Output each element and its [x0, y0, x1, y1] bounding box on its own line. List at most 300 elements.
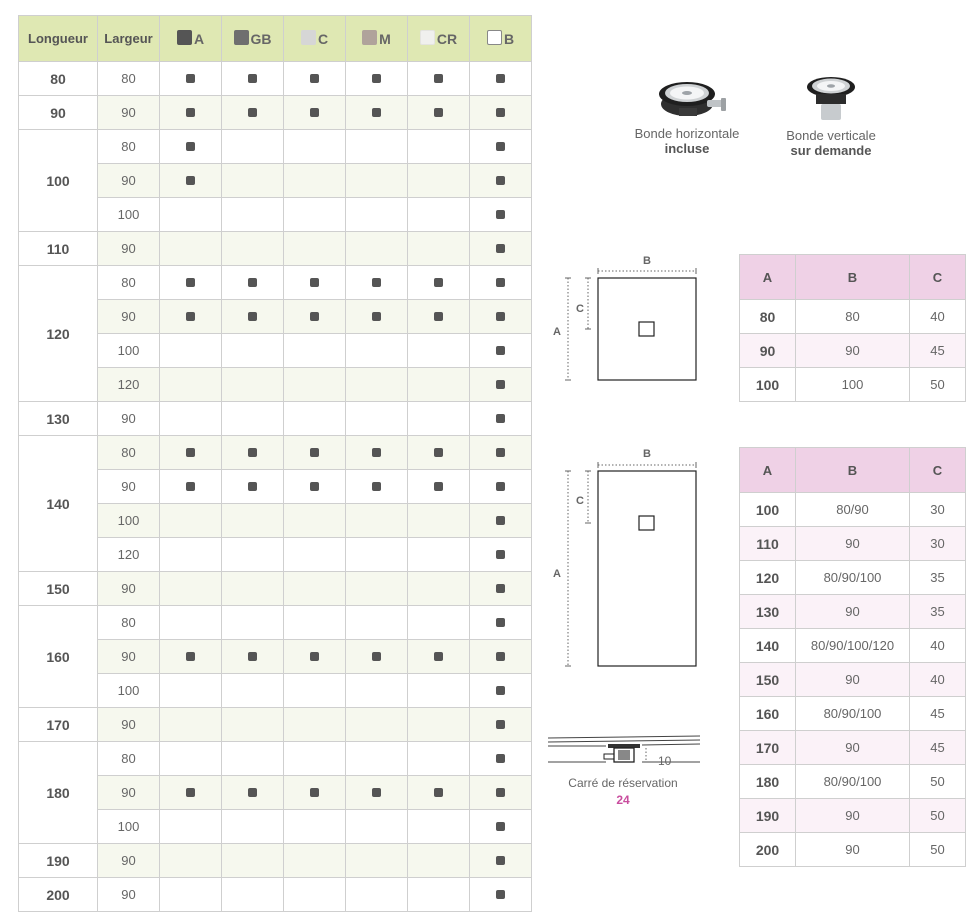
availability-cell: [222, 334, 284, 368]
dim-c-cell: 40: [910, 663, 966, 697]
available-marker-icon: [372, 448, 381, 457]
availability-cell: [222, 742, 284, 776]
dim-c-cell: 45: [910, 334, 966, 368]
available-marker-icon: [372, 482, 381, 491]
availability-cell: [160, 198, 222, 232]
availability-cell: [408, 232, 470, 266]
dim-a-cell: 110: [740, 527, 796, 561]
dimension-table-body: [740, 300, 966, 402]
available-marker-icon: [496, 754, 505, 763]
availability-cell: [408, 300, 470, 334]
width-cell: 90: [98, 300, 160, 334]
available-marker-icon: [434, 788, 443, 797]
reservation-label: Carré de réservation: [568, 776, 678, 790]
availability-cell: [346, 708, 408, 742]
availability-cell: [284, 164, 346, 198]
color-swatch: [177, 30, 192, 45]
available-marker-icon: [372, 312, 381, 321]
availability-cell: [160, 844, 222, 878]
dim-b-cell: 90: [796, 731, 910, 765]
availability-cell: [222, 844, 284, 878]
availability-cell: [160, 300, 222, 334]
availability-cell: [222, 368, 284, 402]
availability-cell: [408, 538, 470, 572]
available-marker-icon: [496, 380, 505, 389]
dimension-row: [740, 561, 966, 595]
available-marker-icon: [248, 108, 257, 117]
table-row: [19, 742, 532, 776]
available-marker-icon: [496, 686, 505, 695]
available-marker-icon: [496, 142, 505, 151]
availability-cell: [346, 504, 408, 538]
width-cell: 80: [98, 62, 160, 96]
availability-cell: [470, 436, 532, 470]
available-marker-icon: [496, 652, 505, 661]
availability-cell: [408, 708, 470, 742]
availability-cell: [284, 130, 346, 164]
dim-c-cell: 45: [910, 697, 966, 731]
availability-cell: [284, 606, 346, 640]
availability-cell: [470, 776, 532, 810]
availability-cell: [470, 300, 532, 334]
availability-cell: [160, 62, 222, 96]
availability-cell: [408, 266, 470, 300]
color-label: A: [193, 31, 205, 47]
width-cell: 80: [98, 130, 160, 164]
available-marker-icon: [186, 448, 195, 457]
dimension-label-a: A: [553, 326, 561, 338]
availability-cell: [284, 844, 346, 878]
availability-cell: [284, 470, 346, 504]
availability-cell: [346, 844, 408, 878]
availability-cell: [470, 368, 532, 402]
availability-cell: [160, 266, 222, 300]
availability-cell: [284, 538, 346, 572]
available-marker-icon: [248, 74, 257, 83]
width-cell: 90: [98, 572, 160, 606]
availability-cell: [346, 436, 408, 470]
dimension-label-c: C: [576, 303, 584, 315]
width-cell: 120: [98, 368, 160, 402]
rectangular-tray-diagram: [548, 446, 708, 671]
dim-b-cell: 80/90/100: [796, 697, 910, 731]
table-row: [19, 606, 532, 640]
availability-cell: [160, 164, 222, 198]
availability-cell: [284, 878, 346, 912]
available-marker-icon: [496, 448, 505, 457]
dim-a-cell: 120: [740, 561, 796, 595]
availability-cell: [346, 266, 408, 300]
available-marker-icon: [186, 482, 195, 491]
available-marker-icon: [372, 652, 381, 661]
dimension-table-rectangular: [739, 447, 966, 867]
availability-cell: [284, 334, 346, 368]
availability-cell: [160, 130, 222, 164]
dim-c-cell: 30: [910, 527, 966, 561]
availability-cell: [408, 606, 470, 640]
available-marker-icon: [186, 278, 195, 287]
availability-cell: [160, 436, 222, 470]
availability-cell: [222, 266, 284, 300]
available-marker-icon: [310, 652, 319, 661]
availability-cell: [470, 470, 532, 504]
available-marker-icon: [496, 74, 505, 83]
length-cell: 160: [19, 606, 98, 708]
dim-c-cell: 40: [910, 300, 966, 334]
availability-cell: [346, 878, 408, 912]
availability-cell: [222, 878, 284, 912]
availability-cell: [408, 334, 470, 368]
dimension-row: [740, 765, 966, 799]
available-marker-icon: [310, 788, 319, 797]
header-largeur: Largeur: [98, 16, 160, 62]
available-marker-icon: [248, 652, 257, 661]
availability-cell: [346, 640, 408, 674]
availability-cell: [408, 572, 470, 606]
availability-cell: [222, 708, 284, 742]
availability-cell: [222, 640, 284, 674]
width-cell: 90: [98, 878, 160, 912]
dim-b-cell: 90: [796, 799, 910, 833]
available-marker-icon: [496, 414, 505, 423]
vertical-drain: [772, 128, 890, 158]
header-color-a: [160, 16, 222, 62]
availability-cell: [346, 232, 408, 266]
available-marker-icon: [248, 448, 257, 457]
reservation-value: 24: [616, 793, 630, 807]
dim-b-cell: 80: [796, 300, 910, 334]
color-label: GB: [250, 31, 272, 47]
dim-c-cell: 45: [910, 731, 966, 765]
table-row: [19, 708, 532, 742]
dim-c-cell: 35: [910, 595, 966, 629]
availability-cell: [408, 742, 470, 776]
availability-cell: [346, 606, 408, 640]
available-marker-icon: [496, 482, 505, 491]
dimension-row: [740, 629, 966, 663]
availability-cell: [160, 232, 222, 266]
vertical-drain-image: [804, 74, 858, 122]
available-marker-icon: [496, 856, 505, 865]
dim-header-b: B: [796, 255, 910, 300]
table-row: [19, 266, 532, 300]
availability-cell: [408, 504, 470, 538]
available-marker-icon: [186, 312, 195, 321]
vertical-drain-note: sur demande: [790, 143, 872, 158]
width-cell: 90: [98, 232, 160, 266]
reservation-caption: [560, 776, 686, 807]
available-marker-icon: [186, 108, 195, 117]
availability-cell: [470, 640, 532, 674]
dim-c-cell: 50: [910, 368, 966, 402]
availability-cell: [222, 470, 284, 504]
availability-cell: [160, 470, 222, 504]
availability-cell: [222, 776, 284, 810]
availability-cell: [222, 504, 284, 538]
availability-cell: [346, 572, 408, 606]
available-marker-icon: [310, 74, 319, 83]
dimension-label-c: C: [576, 495, 584, 507]
header-longueur: Longueur: [19, 16, 98, 62]
available-marker-icon: [496, 550, 505, 559]
dim-c-cell: 50: [910, 799, 966, 833]
available-marker-icon: [434, 108, 443, 117]
availability-cell: [222, 436, 284, 470]
availability-cell: [346, 130, 408, 164]
available-marker-icon: [248, 482, 257, 491]
availability-cell: [160, 776, 222, 810]
available-marker-icon: [310, 108, 319, 117]
dim-b-cell: 90: [796, 833, 910, 867]
dimension-header-row: [740, 448, 966, 493]
color-label: B: [503, 31, 515, 47]
availability-cell: [408, 368, 470, 402]
dim-a-cell: 130: [740, 595, 796, 629]
availability-cell: [470, 334, 532, 368]
dim-a-cell: 190: [740, 799, 796, 833]
availability-cell: [470, 198, 532, 232]
availability-cell: [346, 300, 408, 334]
availability-cell: [470, 810, 532, 844]
horizontal-drain-note: incluse: [664, 141, 710, 156]
available-marker-icon: [372, 108, 381, 117]
available-marker-icon: [496, 278, 505, 287]
available-marker-icon: [186, 74, 195, 83]
availability-cell: [222, 538, 284, 572]
dimension-row: [740, 493, 966, 527]
available-marker-icon: [372, 278, 381, 287]
width-cell: 120: [98, 538, 160, 572]
dim-a-cell: 200: [740, 833, 796, 867]
available-marker-icon: [496, 312, 505, 321]
availability-cell: [470, 878, 532, 912]
dim-b-cell: 90: [796, 595, 910, 629]
length-cell: 180: [19, 742, 98, 844]
availability-cell: [346, 742, 408, 776]
availability-cell: [160, 606, 222, 640]
available-marker-icon: [496, 108, 505, 117]
available-marker-icon: [186, 788, 195, 797]
dim-c-cell: 50: [910, 833, 966, 867]
availability-cell: [222, 606, 284, 640]
dimension-row: [740, 697, 966, 731]
color-swatch: [234, 30, 249, 45]
reservation-height-label: 10: [658, 754, 672, 768]
availability-cell: [160, 368, 222, 402]
table-row: [19, 232, 532, 266]
availability-cell: [284, 504, 346, 538]
availability-cell: [408, 402, 470, 436]
availability-cell: [408, 198, 470, 232]
dim-c-cell: 35: [910, 561, 966, 595]
table-row: [19, 844, 532, 878]
availability-table: [18, 15, 532, 912]
dim-b-cell: 90: [796, 527, 910, 561]
dim-a-cell: 80: [740, 300, 796, 334]
available-marker-icon: [434, 312, 443, 321]
availability-table-body: [19, 62, 532, 912]
available-marker-icon: [372, 788, 381, 797]
dim-a-cell: 160: [740, 697, 796, 731]
availability-cell: [470, 674, 532, 708]
dim-b-cell: 100: [796, 368, 910, 402]
dimension-row: [740, 799, 966, 833]
header-color-b: [470, 16, 532, 62]
availability-cell: [284, 640, 346, 674]
availability-cell: [160, 674, 222, 708]
available-marker-icon: [310, 312, 319, 321]
available-marker-icon: [496, 584, 505, 593]
availability-cell: [470, 844, 532, 878]
table-row: [19, 572, 532, 606]
available-marker-icon: [186, 176, 195, 185]
header-color-gb: [222, 16, 284, 62]
length-cell: 150: [19, 572, 98, 606]
availability-cell: [284, 436, 346, 470]
availability-cell: [284, 96, 346, 130]
availability-cell: [408, 878, 470, 912]
availability-cell: [408, 776, 470, 810]
availability-cell: [346, 810, 408, 844]
availability-cell: [408, 674, 470, 708]
available-marker-icon: [248, 788, 257, 797]
width-cell: 80: [98, 742, 160, 776]
width-cell: 80: [98, 436, 160, 470]
header-color-m: [346, 16, 408, 62]
dim-header-c: C: [910, 448, 966, 493]
available-marker-icon: [496, 346, 505, 355]
width-cell: 90: [98, 164, 160, 198]
length-cell: 200: [19, 878, 98, 912]
available-marker-icon: [186, 142, 195, 151]
dimension-row: [740, 663, 966, 697]
available-marker-icon: [434, 74, 443, 83]
width-cell: 100: [98, 504, 160, 538]
dimension-table-body: [740, 493, 966, 867]
availability-cell: [408, 470, 470, 504]
horizontal-drain-image: [655, 78, 730, 122]
available-marker-icon: [248, 312, 257, 321]
dim-header-b: B: [796, 448, 910, 493]
horizontal-drain-label: Bonde horizontale: [634, 126, 740, 141]
dimension-label-a: A: [553, 568, 561, 580]
width-cell: 90: [98, 776, 160, 810]
availability-cell: [470, 538, 532, 572]
available-marker-icon: [310, 278, 319, 287]
available-marker-icon: [496, 516, 505, 525]
width-cell: 90: [98, 402, 160, 436]
color-label: CR: [436, 31, 458, 47]
availability-cell: [160, 878, 222, 912]
availability-cell: [470, 164, 532, 198]
availability-cell: [222, 96, 284, 130]
availability-cell: [346, 368, 408, 402]
width-cell: 90: [98, 844, 160, 878]
availability-cell: [346, 164, 408, 198]
dim-b-cell: 90: [796, 334, 910, 368]
available-marker-icon: [310, 448, 319, 457]
reservation-cross-section: [546, 732, 702, 772]
availability-cell: [470, 504, 532, 538]
availability-cell: [470, 742, 532, 776]
availability-cell: [408, 436, 470, 470]
dimension-row: [740, 334, 966, 368]
availability-cell: [160, 708, 222, 742]
availability-cell: [346, 62, 408, 96]
available-marker-icon: [434, 652, 443, 661]
available-marker-icon: [496, 822, 505, 831]
dim-b-cell: 80/90: [796, 493, 910, 527]
availability-cell: [284, 198, 346, 232]
availability-cell: [160, 334, 222, 368]
availability-cell: [470, 62, 532, 96]
length-cell: 130: [19, 402, 98, 436]
availability-cell: [346, 96, 408, 130]
length-cell: 100: [19, 130, 98, 232]
availability-cell: [284, 62, 346, 96]
dim-a-cell: 150: [740, 663, 796, 697]
availability-cell: [408, 130, 470, 164]
availability-cell: [284, 368, 346, 402]
availability-cell: [222, 572, 284, 606]
dimension-row: [740, 527, 966, 561]
dim-a-cell: 100: [740, 493, 796, 527]
availability-cell: [346, 538, 408, 572]
length-cell: 170: [19, 708, 98, 742]
dim-a-cell: 140: [740, 629, 796, 663]
available-marker-icon: [496, 210, 505, 219]
width-cell: 90: [98, 640, 160, 674]
dim-header-a: A: [740, 448, 796, 493]
header-color-cr: [408, 16, 470, 62]
availability-cell: [222, 62, 284, 96]
dim-header-c: C: [910, 255, 966, 300]
square-tray-diagram: [548, 252, 708, 387]
table-row: [19, 402, 532, 436]
availability-cell: [160, 810, 222, 844]
availability-cell: [284, 300, 346, 334]
width-cell: 100: [98, 810, 160, 844]
width-cell: 80: [98, 606, 160, 640]
availability-cell: [408, 844, 470, 878]
availability-cell: [346, 402, 408, 436]
availability-cell: [470, 606, 532, 640]
availability-cell: [160, 640, 222, 674]
dim-b-cell: 90: [796, 663, 910, 697]
availability-cell: [222, 300, 284, 334]
color-label: C: [317, 31, 329, 47]
color-label: M: [379, 31, 391, 47]
dim-b-cell: 80/90/100/120: [796, 629, 910, 663]
availability-cell: [222, 198, 284, 232]
dimension-row: [740, 833, 966, 867]
available-marker-icon: [186, 652, 195, 661]
availability-cell: [408, 164, 470, 198]
available-marker-icon: [434, 278, 443, 287]
available-marker-icon: [496, 890, 505, 899]
availability-cell: [222, 232, 284, 266]
table-row: [19, 96, 532, 130]
dim-a-cell: 170: [740, 731, 796, 765]
dim-b-cell: 80/90/100: [796, 561, 910, 595]
dimension-label-b: B: [643, 448, 651, 460]
width-cell: 100: [98, 674, 160, 708]
available-marker-icon: [496, 720, 505, 729]
color-swatch: [420, 30, 435, 45]
availability-cell: [346, 470, 408, 504]
availability-cell: [222, 130, 284, 164]
table-row: [19, 130, 532, 164]
